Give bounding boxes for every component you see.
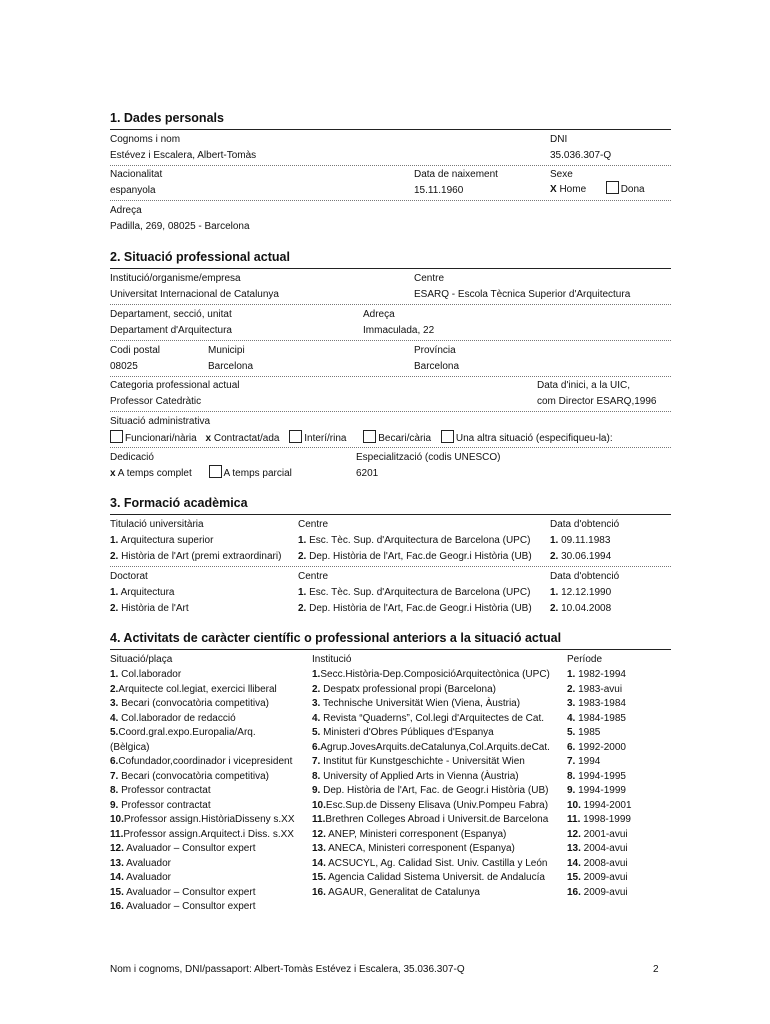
list-item [567,770,632,785]
becari-label: Becari/cària [378,433,432,444]
parcial-label: A temps parcial [223,468,292,479]
item-number: 15. [567,872,581,883]
centre-label: Centre [414,273,445,284]
item-text: Technische Universität Wien (Viena, Àustria) [320,698,521,709]
list-item [312,668,550,683]
list-item [110,784,295,799]
interi-checkbox[interactable] [289,430,302,443]
list-item [110,755,295,770]
municipi-label: Municipi [208,345,245,356]
adreca-label: Adreça [110,205,142,216]
item-text: Dep. Història de l'Art, Fac. de Geogr.i Història (UB) [320,785,549,796]
item-number: 16. [567,886,581,898]
funcionari-label: Funcionari/nària [125,433,197,444]
list-item [312,726,550,741]
section-3-title: 3. Formació acadèmica [110,496,248,510]
list-item [110,697,295,712]
divider [110,447,671,448]
item-number: 13. [110,857,124,869]
item-text: ANECA, Ministeri corresponent (Espanya) [325,843,515,854]
divider [110,200,671,201]
periode-col-label: Període [567,654,603,665]
item-text: AGAUR, Generalitat de Catalunya [325,886,480,898]
item-text: 1983-1984 [575,698,626,709]
list-item [110,871,295,886]
list-item [567,668,632,683]
item-number: 2. [567,683,576,695]
row-text: 12.12.1990 [561,587,612,598]
table-cell [110,587,175,598]
row-number: 2. [550,551,559,562]
item-text: 1985 [575,727,601,738]
list-item [312,799,550,814]
periode-list [567,668,632,900]
provincia-value: Barcelona [414,361,460,372]
complet-mark: x [110,468,116,479]
item-number: 7. [110,770,119,782]
list-item [567,886,632,901]
item-text: 2008-avui [580,857,628,869]
list-item [567,813,632,828]
table-cell [550,535,610,546]
interi-label: Interí/rina [304,433,347,444]
dni-value: 35.036.307-Q [550,150,612,161]
parcial-checkbox[interactable] [209,465,222,478]
row-number: 1. [550,587,559,598]
item-text: Ministeri d'Obres Públiques d'Espanya [320,727,494,738]
row-text: Dep. Història de l'Art, Fac.de Geogr.i Història (UB) [309,551,532,562]
item-text: Col.laborador [118,669,182,680]
naixement-value: 15.11.1960 [414,185,464,196]
item-number: 14. [567,857,581,869]
list-item [110,683,295,698]
row-number: 2. [298,603,307,614]
list-item [567,842,632,857]
departament-label: Departament, secció, unitat [110,309,232,320]
item-number: 12. [567,828,581,840]
list-item [567,871,632,886]
item-number: 7. [312,756,321,767]
list-item [110,668,295,683]
provincia-label: Província [414,345,456,356]
item-text: Secc.Història-Dep.ComposicióArquitectònica (UPC) [320,669,550,680]
departament-value: Departament d'Arquitectura [110,325,232,336]
situacio-plaça-label: Situació/plaça [110,654,173,665]
especialitzacio-value: 6201 [356,468,379,479]
item-text: Becari (convocatòria competitiva) [118,698,269,709]
list-item [312,871,550,886]
item-number: 4. [110,712,119,724]
adreca2-label: Adreça [363,309,395,320]
list-item [312,886,550,901]
item-text: (Bèlgica) [110,741,150,753]
item-text: 1984-1985 [575,712,626,724]
institucio-label: Institució/organisme/empresa [110,273,241,284]
situacio-options [110,430,613,444]
table-cell [550,551,611,562]
inici-value: com Director ESARQ,1996 [537,396,657,407]
row-text: Dep. Història de l'Art, Fac.de Geogr.i Història (UB) [309,603,532,614]
item-number: 11. [312,814,326,825]
list-item [110,828,295,843]
doctorat-label: Doctorat [110,571,148,582]
table-cell [298,587,530,598]
row-number: 1. [110,587,119,598]
cognoms-label: Cognoms i nom [110,134,181,145]
item-text: Avaluador – Consultor expert [123,886,256,898]
list-item [567,683,632,698]
row-text: Arquitectura [120,587,175,598]
item-number: 7. [567,756,576,767]
item-text: Avaluador – Consultor expert [123,901,256,912]
institucio-col-label: Institució [312,654,352,665]
item-number: 16. [312,886,326,898]
table-cell [110,551,281,562]
item-text: Becari (convocatòria competitiva) [118,770,269,782]
row-number: 2. [550,603,559,614]
row-number: 1. [298,535,307,546]
item-number: 1. [567,669,576,680]
item-text: 2009-avui [580,886,628,898]
item-number: 14. [110,872,124,883]
list-item [567,784,632,799]
naixement-label: Data de naixement [414,169,498,180]
row-number: 2. [110,551,119,562]
dedicacio-options [110,465,292,479]
divider [110,340,671,341]
item-number: 10. [110,814,124,825]
item-text: University of Applied Arts in Vienna (Àustria) [320,770,519,782]
home-mark: X [550,184,557,195]
item-text: Avaluador [123,872,171,883]
section-4-rule [110,649,671,650]
item-text: 1994 [575,756,601,767]
list-item [110,770,295,785]
item-number: 4. [567,712,576,724]
list-item [110,799,295,814]
item-number: 8. [110,785,119,796]
sexe-label: Sexe [550,169,573,180]
centre-col-label: Centre [298,571,329,582]
item-number: 9. [110,799,119,811]
item-text: 2004-avui [580,843,628,854]
item-number: 8. [312,770,321,782]
item-text: Professor assign.Arquitect.i Diss. s.XX [123,828,294,840]
item-text: Professor contractat [118,799,211,811]
item-number: 14. [312,857,326,869]
contractat-mark: x [205,433,212,444]
categoria-label: Categoria professional actual [110,380,240,391]
nacionalitat-value: espanyola [110,185,156,196]
row-text: Esc. Tèc. Sup. d'Arquitectura de Barcelona (UPC) [309,587,531,598]
item-text: 1994-1999 [575,785,626,796]
table-cell [298,535,530,546]
item-text: 2001-avui [580,828,628,840]
item-text: Coord.gral.expo.Europalia/Arq. [118,727,256,738]
table-cell [550,587,611,598]
sexe-home-option[interactable] [550,181,645,195]
item-number: 12. [110,843,124,854]
item-number: 9. [312,785,321,796]
municipi-value: Barcelona [208,361,254,372]
item-number: 15. [312,872,326,883]
dni-label: DNI [550,134,568,145]
inici-label: Data d'inici, a la UIC, [537,380,631,391]
item-number: 16. [110,901,124,912]
item-text: Revista “Quaderns”, Col.legi d'Arquitectes de Cat. [320,712,545,724]
item-text: 1983-avui [575,683,623,695]
contractat-label: Contractat/ada [213,433,280,444]
item-number: 8. [567,770,576,782]
item-text: Professor assign.HistòriaDisseny s.XX [123,814,295,825]
table-cell [110,535,213,546]
list-item [110,857,295,872]
row-text: 30.06.1994 [561,551,612,562]
item-number: 13. [312,843,326,854]
item-text: 1998-1999 [580,814,631,825]
home-label: Home [559,184,587,195]
becari-checkbox[interactable] [363,430,376,443]
list-item [312,784,550,799]
divider [110,304,671,305]
item-number: 3. [110,698,119,709]
list-item [312,755,550,770]
item-text: Arquitecte col.legiat, exercici lliberal [118,683,277,695]
cognoms-value: Estévez i Escalera, Albert-Tomàs [110,150,257,161]
cp-label: Codi postal [110,345,161,356]
list-item [312,697,550,712]
list-item [312,857,550,872]
item-number: 5. [567,727,576,738]
item-text: Avaluador – Consultor expert [123,843,256,854]
page-number: 2 [653,964,659,975]
list-item [110,741,295,756]
list-item [110,813,295,828]
list-item [312,770,550,785]
section-2-rule [110,268,671,269]
nacionalitat-label: Nacionalitat [110,169,163,180]
list-item [312,842,550,857]
item-number: 11. [567,814,581,825]
list-item [567,755,632,770]
item-text: 1994-2001 [580,799,632,811]
adreca-value: Padilla, 269, 08025 - Barcelona [110,221,250,232]
dona-checkbox[interactable] [606,181,619,194]
data-col-label: Data d'obtenció [550,519,620,530]
item-number: 3. [567,698,576,709]
dona-label: Dona [620,184,645,195]
item-text: Esc.Sup.de Disseny Elisava (Univ.Pompeu Fabra) [325,799,549,811]
situacio-label: Situació administrativa [110,416,211,427]
list-item [567,828,632,843]
item-text: Agrup.JovesArquits.deCatalunya,Col.Arquits.deCat. [320,741,550,753]
categoria-value: Professor Catedràtic [110,396,202,407]
row-text: Esc. Tèc. Sup. d'Arquitectura de Barcelona (UPC) [309,535,531,546]
section-2-title: 2. Situació professional actual [110,250,290,264]
row-text: Història de l'Art [121,603,189,614]
row-text: 09.11.1983 [561,535,611,546]
row-number: 2. [110,603,119,614]
divider [110,411,671,412]
item-text: Despatx professional propi (Barcelona) [320,683,496,695]
institucio-list [312,668,550,900]
divider [110,165,671,166]
list-item [567,857,632,872]
section-3-rule [110,514,671,515]
row-text: Arquitectura superior [120,535,214,546]
list-item [312,828,550,843]
item-number: 2. [312,683,321,695]
centre-value: ESARQ - Escola Tècnica Superior d'Arquitectura [414,289,631,300]
item-number: 1. [312,669,321,680]
situacio-list [110,668,295,915]
item-text: Institut für Kunstgeschichte - Universität Wien [320,756,525,767]
item-number: 10. [567,799,581,811]
row-number: 1. [110,535,119,546]
item-number: 11. [110,828,124,840]
adreca2-value: Immaculada, 22 [363,325,435,336]
item-number: 1. [110,669,119,680]
item-text: Avaluador [123,857,171,869]
complet-label: A temps complet [117,468,192,479]
funcionari-checkbox[interactable] [110,430,123,443]
divider [110,376,671,377]
item-text: 1992-2000 [575,741,626,753]
item-number: 3. [312,698,321,709]
row-text: 10.04.2008 [561,603,612,614]
table-cell [298,551,532,562]
section-1-title: 1. Dades personals [110,111,224,125]
item-number: 15. [110,886,124,898]
table-cell [298,603,532,614]
item-text: ACSUCYL, Ag. Calidad Sist. Univ. Castilla y León [325,857,548,869]
item-text: Professor contractat [118,785,211,796]
dedicacio-label: Dedicació [110,452,154,463]
list-item [567,799,632,814]
row-number: 1. [298,587,307,598]
item-text: 1994-1995 [575,770,626,782]
table-cell [550,603,611,614]
item-number: 5. [312,727,321,738]
item-number: 9. [567,785,576,796]
cp-value: 08025 [110,361,138,372]
list-item [312,683,550,698]
titulacio-label: Titulació universitària [110,519,204,530]
list-item [567,726,632,741]
item-number: 6. [110,756,119,767]
list-item [312,741,550,756]
item-text: Cofundador,coordinador i vicepresident [118,756,293,767]
table-cell [110,603,189,614]
item-number: 10. [312,799,326,811]
item-text: 1982-1994 [575,669,626,680]
list-item [110,886,295,901]
item-text: 2009-avui [580,872,628,883]
item-text: Col.laborador de redacció [118,712,236,724]
footer-text: Nom i cognoms, DNI/passaport: Albert-Tomàs Estévez i Escalera, 35.036.307-Q [110,964,465,975]
data-col-label: Data d'obtenció [550,571,620,582]
list-item [567,712,632,727]
list-item [110,726,295,741]
divider [110,566,671,567]
institucio-value: Universitat Internacional de Catalunya [110,289,279,300]
item-text: Agencia Calidad Sistema Universit. de Andalucía [325,872,545,883]
list-item [312,813,550,828]
item-number: 12. [312,828,326,840]
centre-col-label: Centre [298,519,329,530]
item-number: 6. [312,741,321,753]
list-item [567,741,632,756]
list-item [110,842,295,857]
item-text: Brethren Colleges Abroad i Universit.de Barcelona [325,814,549,825]
item-number: 6. [567,741,576,753]
list-item [312,712,550,727]
altra-label: Una altra situació (especifiqueu-la): [455,433,613,444]
row-number: 2. [298,551,307,562]
list-item [110,900,295,915]
row-number: 1. [550,535,559,546]
row-text: Història de l'Art (premi extraordinari) [121,551,282,562]
section-1-rule [110,129,671,130]
item-number: 2. [110,683,119,695]
altra-checkbox[interactable] [441,430,454,443]
item-number: 5. [110,727,119,738]
list-item [567,697,632,712]
section-4-title: 4. Activitats de caràcter científic o professional anteriors a la situació actual [110,631,562,645]
list-item [110,712,295,727]
especialitzacio-label: Especialització (codis UNESCO) [356,452,501,463]
item-number: 4. [312,712,321,724]
item-text: ANEP, Ministeri corresponent (Espanya) [325,828,507,840]
item-number: 13. [567,843,581,854]
